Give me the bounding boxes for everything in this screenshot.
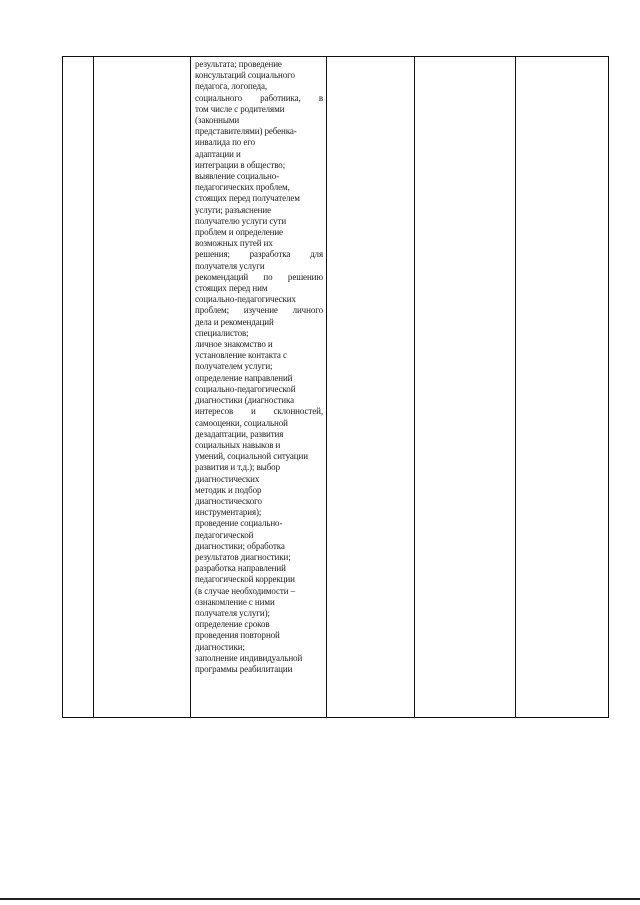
- page-bottom-rule: [0, 898, 640, 900]
- cell-text-line: педагога, логопеда,: [195, 81, 267, 92]
- cell-text-line: возможных путей их: [195, 238, 273, 249]
- cell-text-line: интересов и склонностей,: [195, 406, 323, 417]
- cell-text-line: педагогической: [195, 529, 254, 540]
- cell-text-line: педагогической коррекции: [195, 574, 295, 585]
- cell-text-line: выявление социально-: [195, 171, 280, 182]
- column-divider: [326, 57, 327, 717]
- cell-text-line: получателя услуги);: [195, 607, 270, 618]
- cell-text-line: диагностического: [195, 495, 262, 506]
- service-description-cell: [195, 59, 323, 675]
- cell-text-line: разработка направлений: [195, 563, 286, 574]
- cell-text-line: проблем; изучение личного: [195, 305, 323, 316]
- cell-text-line: методик и подбор: [195, 484, 262, 495]
- cell-text-line: программы реабилитации: [195, 663, 293, 674]
- cell-text-line: определение направлений: [195, 372, 293, 383]
- cell-text-line: диагностики; обработка: [195, 540, 285, 551]
- cell-text-line: развития и т.д.); выбор: [195, 462, 280, 473]
- cell-text-line: дела и рекомендаций: [195, 316, 274, 327]
- cell-text-line: адаптации и: [195, 148, 241, 159]
- cell-text-line: дезадаптации, развития: [195, 428, 284, 439]
- cell-text-line: (в случае необходимости –: [195, 585, 296, 596]
- cell-text-line: интеграции в общество;: [195, 159, 286, 170]
- cell-text-line: проведение социально-: [195, 518, 283, 529]
- cell-text-line: получателю услуги сути: [195, 215, 287, 226]
- cell-text-line: проведения повторной: [195, 630, 280, 641]
- cell-text-line: личное знакомство и: [195, 339, 273, 350]
- cell-text-line: диагностики;: [195, 641, 245, 652]
- cell-text-line: установление контакта с: [195, 350, 287, 361]
- cell-text-line: результатов диагностики;: [195, 551, 291, 562]
- cell-text-line: диагностики (диагностика: [195, 395, 294, 406]
- service-table: [62, 56, 609, 718]
- cell-text-line: диагностических: [195, 473, 260, 484]
- cell-text-line: социально-педагогической: [195, 383, 296, 394]
- cell-text-line: инвалида по его: [195, 137, 255, 148]
- cell-text-line: инструментария);: [195, 507, 262, 518]
- cell-text-line: заполнение индивидуальной: [195, 652, 303, 663]
- cell-text-line: ознакомление с ними: [195, 596, 275, 607]
- cell-text-line: самооценки, социальной: [195, 417, 288, 428]
- cell-text-line: представителями) ребенка-: [195, 126, 297, 137]
- cell-text-line: социальных навыков и: [195, 439, 281, 450]
- cell-text-line: решения; разработка для: [195, 249, 323, 260]
- cell-text-line: том числе с родителями: [195, 103, 285, 114]
- cell-text-line: (законными: [195, 115, 240, 126]
- cell-text-line: результата; проведение: [195, 59, 282, 69]
- cell-text-line: педагогических проблем,: [195, 182, 290, 193]
- cell-text-line: получателем услуги;: [195, 361, 273, 372]
- cell-text-line: проблем и определение: [195, 227, 283, 238]
- cell-text-line: социального работника, в: [195, 92, 323, 103]
- cell-text-line: стоящих перед получателем: [195, 193, 300, 204]
- cell-text-line: стоящих перед ним: [195, 283, 268, 294]
- column-divider: [93, 57, 94, 717]
- column-divider: [515, 57, 516, 717]
- cell-text-line: определение сроков: [195, 619, 270, 630]
- cell-text-line: социально-педагогических: [195, 294, 296, 305]
- cell-text-line: рекомендаций по решению: [195, 271, 323, 282]
- column-divider: [414, 57, 415, 717]
- cell-text-line: умений, социальной ситуации: [195, 451, 308, 462]
- cell-text-line: специалистов;: [195, 327, 249, 338]
- cell-text-line: услуги; разъяснение: [195, 204, 271, 215]
- column-divider: [190, 57, 191, 717]
- cell-text-line: консультаций социального: [195, 70, 295, 81]
- cell-text-line: получателя услуги: [195, 260, 265, 271]
